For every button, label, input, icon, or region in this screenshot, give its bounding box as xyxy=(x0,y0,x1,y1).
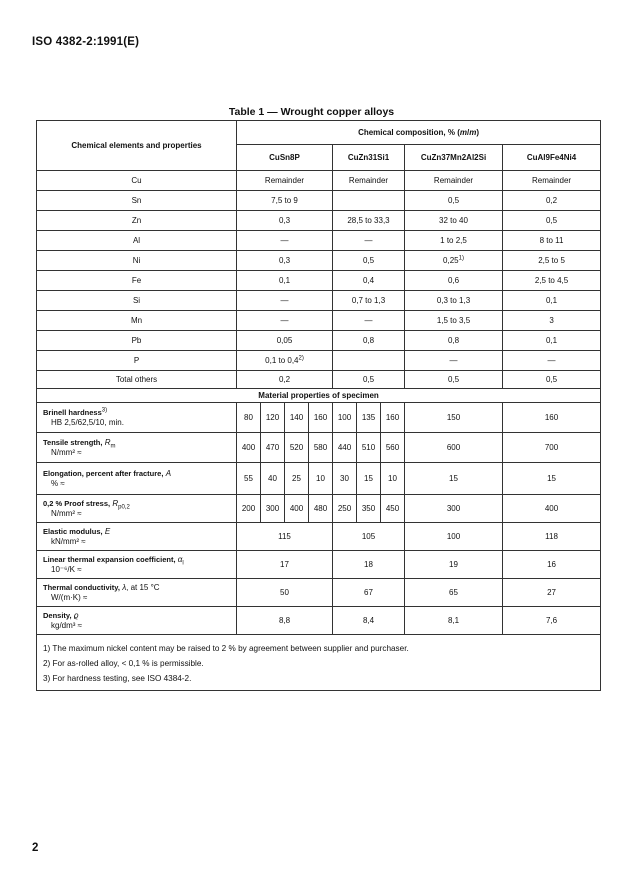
property-value: 510 xyxy=(357,433,381,463)
footnote: 3) For hardness testing, see ISO 4384-2. xyxy=(43,674,192,683)
property-value: 8,8 xyxy=(237,607,333,635)
property-value: 120 xyxy=(261,403,285,433)
composition-value: 0,2 xyxy=(503,191,601,211)
composition-value: 0,1 xyxy=(237,271,333,291)
footnotes xyxy=(37,635,601,691)
composition-value: 0,1 xyxy=(503,331,601,351)
property-row-brinell xyxy=(37,403,601,433)
property-value: 200 xyxy=(237,495,261,523)
property-label: Density, ϱ kg/dm³ ≈ xyxy=(37,607,237,635)
property-value: 560 xyxy=(381,433,405,463)
element-name: Cu xyxy=(37,171,237,191)
property-label: Linear thermal expansion coefficient, $\alpha_l$ 10⁻⁶/K ≈ xyxy=(37,551,237,579)
composition-value: Remainder xyxy=(405,171,503,191)
footnote: 2) For as-rolled alloy, < 0,1 % is permissible. xyxy=(43,659,204,668)
element-name: P xyxy=(37,351,237,371)
header-chemical-elements: Chemical elements and properties xyxy=(37,121,237,171)
composition-value: 3 xyxy=(503,311,601,331)
property-value: 25 xyxy=(285,463,309,495)
header-chemical-composition: Chemical composition, % (m/m) xyxy=(237,121,601,145)
property-value: 250 xyxy=(333,495,357,523)
composition-value: — xyxy=(405,351,503,371)
property-value: 160 xyxy=(381,403,405,433)
property-value: 15 xyxy=(357,463,381,495)
alloy-header: CuSn8P xyxy=(237,145,333,171)
material-properties-header: Material properties of specimen xyxy=(37,389,601,403)
composition-value: 7,5 to 9 xyxy=(237,191,333,211)
property-value: 7,6 xyxy=(503,607,601,635)
property-value: 135 xyxy=(357,403,381,433)
property-value: 30 xyxy=(333,463,357,495)
composition-value: 0,6 xyxy=(405,271,503,291)
chem-row xyxy=(37,191,601,211)
alloy-header: CuZn31Si1 xyxy=(333,145,405,171)
property-value: 50 xyxy=(237,579,333,607)
element-name: Al xyxy=(37,231,237,251)
composition-value: 0,3 xyxy=(237,211,333,231)
property-value: 8,4 xyxy=(333,607,405,635)
property-value: 150 xyxy=(405,403,503,433)
property-value: 15 xyxy=(503,463,601,495)
chem-row xyxy=(37,311,601,331)
composition-value: 0,8 xyxy=(333,331,405,351)
composition-value: — xyxy=(333,231,405,251)
property-label: Brinell hardness$^{3)}$ HB 2,5/62,5/10, min. xyxy=(37,403,237,433)
standard-designation: ISO 4382-2:1991(E) xyxy=(32,36,140,48)
composition-value: 8 to 11 xyxy=(503,231,601,251)
composition-value: — xyxy=(237,311,333,331)
property-value: 100 xyxy=(405,523,503,551)
property-value: 80 xyxy=(237,403,261,433)
property-value: 480 xyxy=(309,495,333,523)
element-name: Ni xyxy=(37,251,237,271)
chem-row xyxy=(37,171,601,191)
composition-value: 0,5 xyxy=(405,191,503,211)
composition-value: — xyxy=(503,351,601,371)
element-name: Sn xyxy=(37,191,237,211)
chem-row xyxy=(37,251,601,271)
property-value: 40 xyxy=(261,463,285,495)
chem-row xyxy=(37,271,601,291)
alloys-table xyxy=(36,120,601,691)
property-label: Elongation, percent after fracture, A % ≈ xyxy=(37,463,237,495)
composition-value: 0,5 xyxy=(333,251,405,271)
composition-value: 0,3 xyxy=(237,251,333,271)
composition-value: 0,4 xyxy=(333,271,405,291)
composition-value: 2,5 to 5 xyxy=(503,251,601,271)
chem-row xyxy=(37,371,601,389)
property-value: 400 xyxy=(285,495,309,523)
chem-row xyxy=(37,351,601,371)
composition-value: 28,5 to 33,3 xyxy=(333,211,405,231)
property-value: 600 xyxy=(405,433,503,463)
property-value: 440 xyxy=(333,433,357,463)
composition-value: 0,5 xyxy=(503,211,601,231)
property-value: 105 xyxy=(333,523,405,551)
property-value: 160 xyxy=(309,403,333,433)
property-value: 580 xyxy=(309,433,333,463)
property-row-thermcond xyxy=(37,579,601,607)
property-value: 140 xyxy=(285,403,309,433)
composition-value: — xyxy=(237,231,333,251)
property-value: 118 xyxy=(503,523,601,551)
property-value: 65 xyxy=(405,579,503,607)
composition-value: 0,5 xyxy=(333,371,405,389)
element-name: Total others xyxy=(37,371,237,389)
property-value: 17 xyxy=(237,551,333,579)
property-value: 400 xyxy=(237,433,261,463)
property-row-elastic xyxy=(37,523,601,551)
footnote-ref: 1) xyxy=(458,255,464,262)
footnote-ref: 2) xyxy=(298,355,304,362)
property-label: 0,2 % Proof stress, $R_{p0,2}$ N/mm² ≈ xyxy=(37,495,237,523)
property-value: 160 xyxy=(503,403,601,433)
footnote: 1) The maximum nickel content may be raised to 2 % by agreement between supplier and purchaser. xyxy=(43,644,409,653)
footnote-ref: 3) xyxy=(101,406,108,413)
composition-value xyxy=(333,191,405,211)
property-value: 350 xyxy=(357,495,381,523)
element-name: Fe xyxy=(37,271,237,291)
composition-value: 0,1 xyxy=(503,291,601,311)
composition-value xyxy=(333,351,405,371)
property-label: Tensile strength, $R_m$ N/mm² ≈ xyxy=(37,433,237,463)
property-value: 55 xyxy=(237,463,261,495)
property-value: 27 xyxy=(503,579,601,607)
composition-value: 32 to 40 xyxy=(405,211,503,231)
composition-value: 0,5 xyxy=(503,371,601,389)
property-value: 15 xyxy=(405,463,503,495)
alloy-header: CuZn37Mn2Al2Si xyxy=(405,145,503,171)
property-value: 300 xyxy=(261,495,285,523)
chemical-composition-rows xyxy=(37,171,601,389)
page-number: 2 xyxy=(32,842,39,854)
property-value: 67 xyxy=(333,579,405,607)
composition-value: — xyxy=(237,291,333,311)
element-name: Mn xyxy=(37,311,237,331)
property-label: Thermal conductivity, λ, at 15 °C W/(m·K) ≈ xyxy=(37,579,237,607)
chem-row xyxy=(37,211,601,231)
composition-value: Remainder xyxy=(237,171,333,191)
element-name: Zn xyxy=(37,211,237,231)
element-name: Si xyxy=(37,291,237,311)
property-value: 700 xyxy=(503,433,601,463)
property-value: 16 xyxy=(503,551,601,579)
property-row-density xyxy=(37,607,601,635)
element-name: Pb xyxy=(37,331,237,351)
composition-value: 0,05 xyxy=(237,331,333,351)
composition-value: 0,25$^{1)}$ xyxy=(405,251,503,271)
property-value: 470 xyxy=(261,433,285,463)
composition-value: 2,5 to 4,5 xyxy=(503,271,601,291)
composition-value: 0,1 to 0,4$^{2)}$ xyxy=(237,351,333,371)
property-value: 18 xyxy=(333,551,405,579)
property-row-proof xyxy=(37,495,601,523)
property-value: 100 xyxy=(333,403,357,433)
property-value: 520 xyxy=(285,433,309,463)
property-value: 19 xyxy=(405,551,503,579)
composition-value: 1 to 2,5 xyxy=(405,231,503,251)
property-value: 450 xyxy=(381,495,405,523)
property-value: 8,1 xyxy=(405,607,503,635)
chem-row xyxy=(37,331,601,351)
property-row-elong xyxy=(37,463,601,495)
composition-value: 0,7 to 1,3 xyxy=(333,291,405,311)
material-property-rows xyxy=(37,403,601,635)
property-label: Elastic modulus, E kN/mm² ≈ xyxy=(37,523,237,551)
property-value: 115 xyxy=(237,523,333,551)
property-value: 10 xyxy=(381,463,405,495)
property-value: 400 xyxy=(503,495,601,523)
composition-value: 0,2 xyxy=(237,371,333,389)
composition-value: Remainder xyxy=(503,171,601,191)
property-row-tensile xyxy=(37,433,601,463)
property-value: 300 xyxy=(405,495,503,523)
property-row-thermexp xyxy=(37,551,601,579)
composition-value: 1,5 to 3,5 xyxy=(405,311,503,331)
composition-value: — xyxy=(333,311,405,331)
composition-value: 0,8 xyxy=(405,331,503,351)
composition-value: Remainder xyxy=(333,171,405,191)
alloy-header: CuAl9Fe4Ni4 xyxy=(503,145,601,171)
composition-value: 0,5 xyxy=(405,371,503,389)
composition-value: 0,3 to 1,3 xyxy=(405,291,503,311)
table-caption: Table 1 — Wrought copper alloys xyxy=(228,106,395,118)
chem-row xyxy=(37,291,601,311)
chem-row xyxy=(37,231,601,251)
property-value: 10 xyxy=(309,463,333,495)
